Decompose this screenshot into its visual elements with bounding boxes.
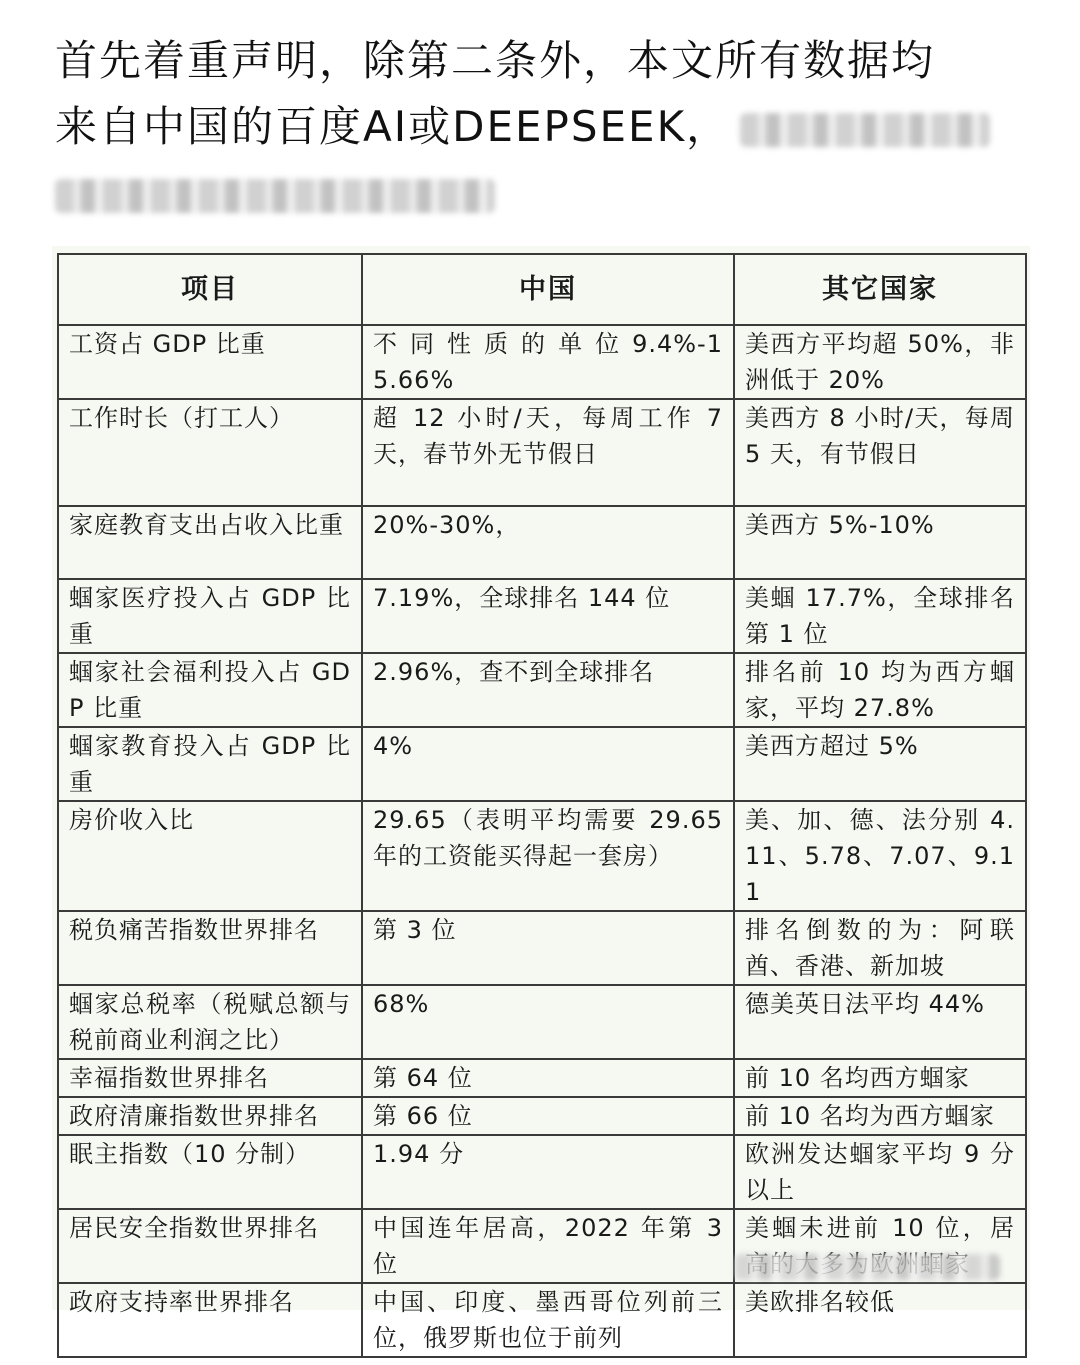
table-row <box>58 911 1026 985</box>
cell-item: 家庭教育支出占收入比重 <box>58 506 362 579</box>
cell-item: 工资占 GDP 比重 <box>58 325 362 399</box>
cell-item: 蝈家社会福利投入占 GDP 比重 <box>58 653 362 727</box>
cell-china: 29.65（表明平均需要 29.65 年的工资能买得起一套房） <box>362 801 734 911</box>
cell-china: 第 64 位 <box>362 1059 734 1097</box>
cell-other: 欧洲发达蝈家平均 9 分以上 <box>734 1135 1026 1209</box>
cell-china: 7.19%，全球排名 144 位 <box>362 579 734 653</box>
cell-other: 美西方 8 小时/天，每周 5 天，有节假日 <box>734 399 1026 506</box>
cell-china: 1.94 分 <box>362 1135 734 1209</box>
cell-china: 中国、印度、墨西哥位列前三位，俄罗斯也位于前列 <box>362 1283 734 1357</box>
intro-text <box>55 28 1035 226</box>
cell-item: 幸福指数世界排名 <box>58 1059 362 1097</box>
cell-china: 第 66 位 <box>362 1097 734 1135</box>
header-china: 中国 <box>362 254 734 325</box>
cell-item: 蝈家总税率（税赋总额与税前商业利润之比） <box>58 985 362 1059</box>
cell-other: 排名倒数的为：阿联酋、香港、新加坡 <box>734 911 1026 985</box>
cell-item: 居民安全指数世界排名 <box>58 1209 362 1283</box>
table-row <box>58 579 1026 653</box>
cell-other: 美西方 5%-10% <box>734 506 1026 579</box>
table-row <box>58 1283 1026 1357</box>
cell-china: 不 同 性 质 的 单 位 9.4%-15.66% <box>362 325 734 399</box>
cell-item: 眠主指数（10 分制） <box>58 1135 362 1209</box>
blurred-text-redaction <box>740 113 990 147</box>
cell-other: 美西方平均超 50%，非洲低于 20% <box>734 325 1026 399</box>
table-row <box>58 1059 1026 1097</box>
cell-item: 政府清廉指数世界排名 <box>58 1097 362 1135</box>
cell-other: 美蝈 17.7%，全球排名第 1 位 <box>734 579 1026 653</box>
cell-item: 蝈家教育投入占 GDP 比重 <box>58 727 362 801</box>
header-item: 项目 <box>58 254 362 325</box>
comparison-table <box>57 253 1027 1358</box>
cell-other: 前 10 名均西方蝈家 <box>734 1059 1026 1097</box>
header-other-countries: 其它国家 <box>734 254 1026 325</box>
table-row <box>58 727 1026 801</box>
cell-other: 美欧排名较低 <box>734 1283 1026 1357</box>
intro-line-3 <box>55 160 1035 226</box>
intro-line-1: 首先着重声明，除第二条外，本文所有数据均 <box>55 36 936 85</box>
table-row <box>58 399 1026 506</box>
table-image <box>52 246 1030 1352</box>
blurred-text-redaction <box>735 1254 1000 1280</box>
cell-china: 2.96%，查不到全球排名 <box>362 653 734 727</box>
cell-china: 68% <box>362 985 734 1059</box>
cell-other: 排名前 10 均为西方蝈家，平均 27.8% <box>734 653 1026 727</box>
table-row <box>58 985 1026 1059</box>
cell-item: 税负痛苦指数世界排名 <box>58 911 362 985</box>
table-row <box>58 325 1026 399</box>
cell-china: 第 3 位 <box>362 911 734 985</box>
table-row <box>58 1097 1026 1135</box>
table-row <box>58 801 1026 911</box>
cell-china: 超 12 小时/天，每周工作 7 天，春节外无节假日 <box>362 399 734 506</box>
cell-item: 房价收入比 <box>58 801 362 911</box>
table-row <box>58 506 1026 579</box>
intro-line-2-text: 来自中国的百度AI或DEEPSEEK， <box>55 102 731 151</box>
table-row <box>58 1135 1026 1209</box>
cell-china: 4% <box>362 727 734 801</box>
table-row <box>58 653 1026 727</box>
blurred-text-redaction <box>55 179 495 213</box>
cell-other: 前 10 名均为西方蝈家 <box>734 1097 1026 1135</box>
intro-line-2 <box>55 94 1035 160</box>
cell-other: 美蝈未进前 10 位，居 <box>734 1209 1026 1283</box>
cell-other: 德美英日法平均 44% <box>734 985 1026 1059</box>
cell-item: 蝈家医疗投入占 GDP 比重 <box>58 579 362 653</box>
cell-item: 政府支持率世界排名 <box>58 1283 362 1357</box>
cell-china: 中国连年居高，2022 年第 3 位 <box>362 1209 734 1283</box>
cell-other: 美、加、德、法分别 4.11、5.78、7.07、9.11 <box>734 801 1026 911</box>
cell-china: 20%-30%， <box>362 506 734 579</box>
cell-item: 工作时长（打工人） <box>58 399 362 506</box>
cell-other: 美西方超过 5% <box>734 727 1026 801</box>
table-header-row <box>58 254 1026 325</box>
